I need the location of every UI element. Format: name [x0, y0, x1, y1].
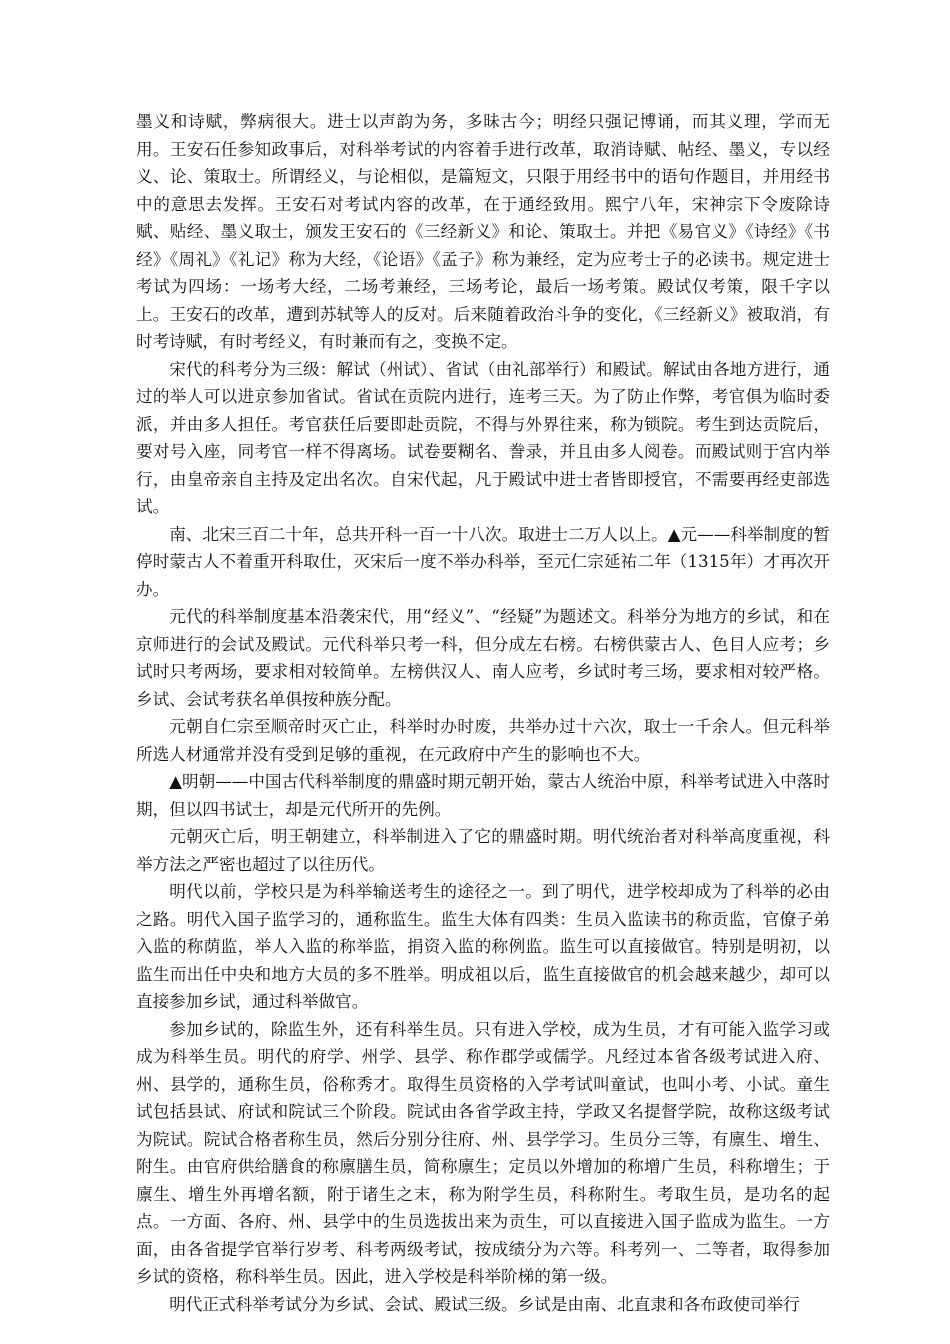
- paragraph-9: 参加乡试的，除监生外，还有科举生员。只有进入学校，成为生员，才有可能入监学习或成为科举生员。明代的府学、州学、县学、称作郡学或儒学。凡经过本省各级考试进入府、州、县学的，通称生员，俗称秀才。取得生员资格的入学考试叫童试，也叫小考、小试。童生试包括县试、府试和院试三个阶段。院试由各省学政主持，学政又名提督学院，故称这级考试为院试。院试合格者称生员，然后分别分往府、州、县学学习。生员分三等，有廪生、增生、附生。由官府供给膳食的称廪膳生员，简称廪生；定员以外增加的称增广生员，科称增生；于廪生、增生外再增名额，附于诸生之末，称为附学生员，科称附生。考取生员，是功名的起点。一方面、各府、州、县学中的生员选拔出来为贡生，可以直接进入国子监成为监生。一方面，由各省提学官举行岁考、科考两级考试，按成绩分为六等。科考列一、二等者，取得参加乡试的资格，称科举生员。因此，进入学校是科举阶梯的第一级。: [136, 1019, 830, 1286]
- paragraph-4: 元代的科举制度基本沿袭宋代，用“经义”、“经疑”为题述文。科举分为地方的乡试，和在京师进行的会试及殿试。元代科举只考一科，但分成左右榜。右榜供蒙古人、色目人应考；乡试时只考两场，要求相对较简单。左榜供汉人、南人应考，乡试时考三场，要求相对较严格。乡试、会试考获名单俱按种族分配。: [136, 607, 830, 709]
- paragraph-1: 墨义和诗赋，弊病很大。进士以声韵为务，多昧古今；明经只强记博诵，而其义理，学而无用。王安石任参知政事后，对科举考试的内容着手进行改革，取消诗赋、帖经、墨义，专以经义、论、策取士。所谓经义，与论相似，是篇短文，只限于用经书中的语句作题目，并用经书中的意思去发挥。王安石对考试内容的改革，在于通经致用。熙宁八年，宋神宗下令废除诗赋、贴经、墨义取士，颁发王安石的《三经新义》和论、策取士。并把《易官义》《诗经》《书经》《周礼》《礼记》称为大经，《论语》《孟子》称为兼经，定为应考士子的必读书。规定进士考试为四场：一场考大经，二场考兼经，三场考论，最后一场考策。殿试仅考策，限千字以上。王安石的改革，遭到苏轼等人的反对。后来随着政治斗争的变化，《三经新义》被取消，有时考诗赋，有时考经义，有时兼而有之，变换不定。: [136, 112, 830, 351]
- paragraph-3: 南、北宋三百二十年，总共开科一百一十八次。取进士二万人以上。▲元——科举制度的暂停时蒙古人不着重开科取仕，灭宋后一度不举办科举，至元仁宗延祐二年（1315年）才再次开办。: [136, 524, 830, 599]
- paragraph-5: 元朝自仁宗至顺帝时灭亡止，科举时办时废，共举办过十六次，取士一千余人。但元科举所选人材通常并没有受到足够的重视，在元政府中产生的影响也不大。: [136, 717, 830, 764]
- paragraph-8: 明代以前，学校只是为科举输送考生的途径之一。到了明代，进学校却成为了科举的必由之路。明代入国子监学习的，通称监生。监生大体有四类：生员入监读书的称贡监，官僚子弟入监的称荫监，举人入监的称举监，捐资入监的称例监。监生可以直接做官。特别是明初，以监生而出任中央和地方大员的多不胜举。明成祖以后，监生直接做官的机会越来越少，却可以直接参加乡试，通过科举做官。: [136, 882, 830, 1011]
- paragraph-2: 宋代的科考分为三级：解试（州试）、省试（由礼部举行）和殿试。解试由各地方进行，通过的举人可以进京参加省试。省试在贡院内进行，连考三天。为了防止作弊，考官俱为临时委派，并由多人担任。考官获任后要即赴贡院，不得与外界往来，称为锁院。考生到达贡院后，要对号入座，同考官一样不得离场。试卷要糊名、誊录，并且由多人阅卷。而殿试则于宫内举行，由皇帝亲自主持及定出名次。自宋代起，凡于殿试中进士者皆即授官，不需要再经吏部选试。: [136, 359, 830, 516]
- paragraph-6: ▲明朝——中国古代科举制度的鼎盛时期元朝开始，蒙古人统治中原，科举考试进入中落时期，但以四书试士，却是元代所开的先例。: [136, 772, 830, 819]
- document-body: [136, 108, 830, 1318]
- paragraph-7: 元朝灭亡后，明王朝建立，科举制进入了它的鼎盛时期。明代统治者对科举高度重视，科举方法之严密也超过了以往历代。: [136, 827, 830, 874]
- paragraph-10: 明代正式科举考试分为乡试、会试、殿试三级。乡试是由南、北直隶和各布政使司举行: [169, 1294, 800, 1314]
